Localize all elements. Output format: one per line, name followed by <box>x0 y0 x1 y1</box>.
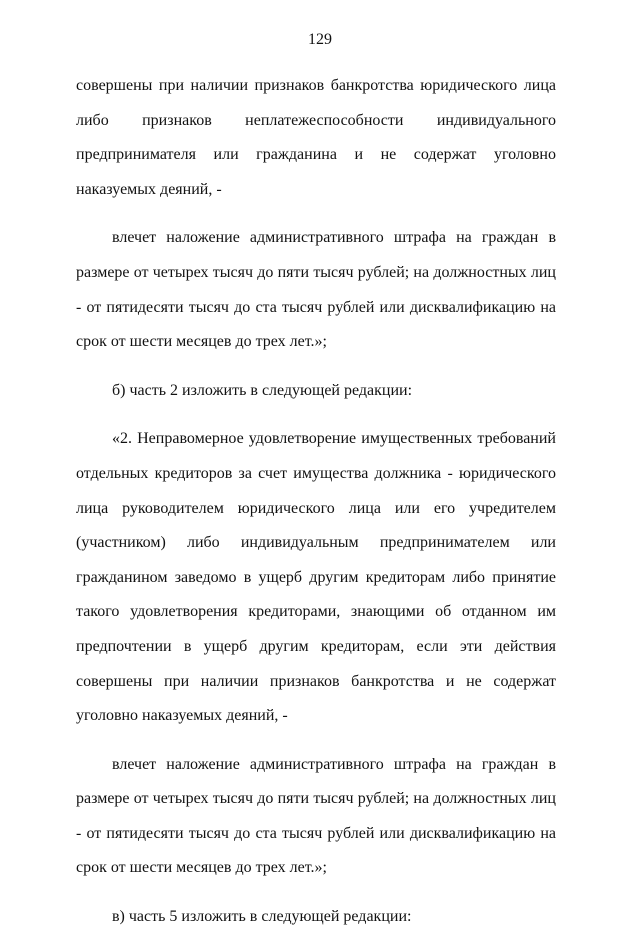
paragraph-item-v: в) часть 5 изложить в следующей редакции: <box>112 908 412 926</box>
paragraph-penalty-2: влечет наложение административного штрафа на граждан в размере от четырех тысяч до пяти тысяч рублей; на должностных лиц - от пятидесяти тысяч до ста тысяч рублей или дисквалификацию на срок от шести месяцев до трех лет.»; <box>76 755 556 877</box>
paragraph-spacer <box>76 408 556 422</box>
page-number: 129 <box>308 31 332 48</box>
paragraph-spacer <box>76 360 556 374</box>
paragraph-spacer <box>76 734 556 748</box>
paragraph-part-2: «2. Неправомерное удовлетворение имущественных требований отдельных кредиторов за счет имущества должника - юридического лица руководителем юридического лица или его учредителем (участником) либо индивидуальным предпринимателем или гражданином заведомо в ущерб другим кредиторам либо принятие такого удовлетворения кредиторами, знающими об отданном им предпочтении в ущерб другим кредиторам, если эти действия совершены при наличии признаков банкротства и не содержат уголовно наказуемых деяний, - <box>76 430 556 725</box>
paragraph-penalty-1: влечет наложение административного штрафа на граждан в размере от четырех тысяч до пяти тысяч рублей; на должностных лиц - от пятидесяти тысяч до ста тысяч рублей или дисквалификацию на срок от шести месяцев до трех лет.»; <box>76 229 556 351</box>
paragraph-spacer <box>76 207 556 221</box>
paragraph-spacer <box>76 886 556 900</box>
paragraph-item-b: б) часть 2 изложить в следующей редакции: <box>112 381 413 399</box>
paragraph-continuation: совершены при наличии признаков банкротства юридического лица либо признаков неплатежеспособности индивидуального предпринимателя или гражданина и не содержат уголовно наказуемых деяний, - <box>76 77 556 198</box>
document-body <box>76 69 556 935</box>
